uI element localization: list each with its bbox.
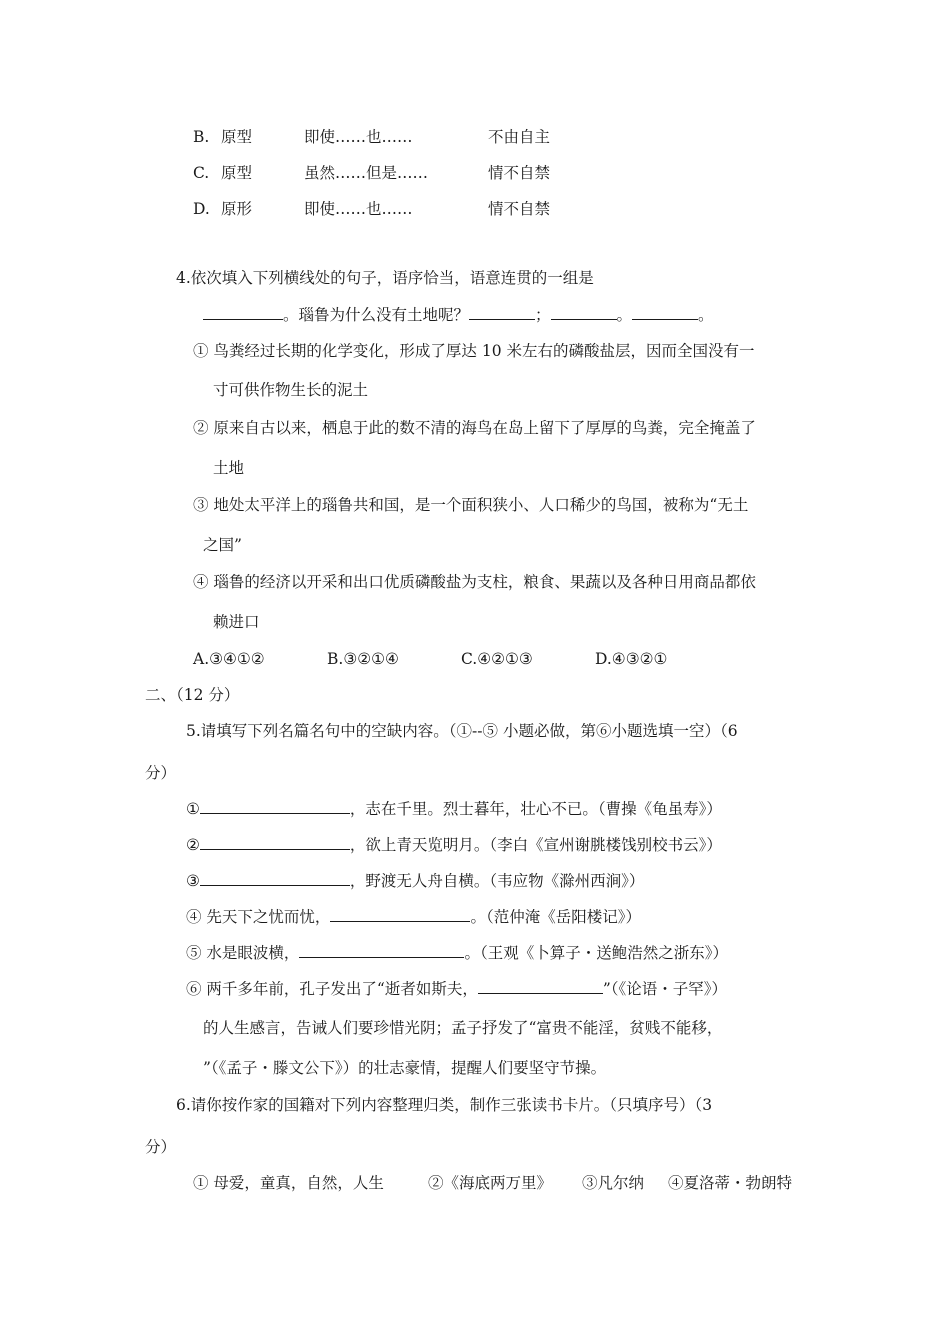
q6-item: ④夏洛蒂・勃朗特	[668, 1174, 793, 1192]
q4-sentence-4: ④ 瑙鲁的经济以开采和出口优质磷酸盐为支柱，粮食、果蔬以及各种日用商品都依	[193, 573, 756, 591]
q5-stem: 5.请填写下列名篇名句中的空缺内容。（①--⑤ 小题必做，第⑥小题选填一空）（6	[186, 722, 738, 740]
q4-stem: 4.依次填入下列横线处的句子，语序恰当，语意连贯的一组是	[176, 269, 594, 287]
q3-option-conj: 即使……也……	[304, 128, 413, 146]
answer-blank[interactable]	[200, 870, 350, 886]
q3-option-word: 原形	[221, 200, 253, 218]
q5-line-3: ③ ，野渡无人舟自横。（韦应物《滁州西涧》）	[186, 872, 645, 890]
q4-choice-b[interactable]: B.③②①④	[327, 650, 399, 668]
q4-sentence-3-cont: 之国”	[203, 536, 242, 554]
answer-blank[interactable]	[478, 978, 603, 994]
q4-blanks-line: 。瑙鲁为什么没有土地呢？ ； 。 。	[203, 304, 714, 325]
q5-line-6: ⑥ 两千多年前，孔子发出了“逝者如斯夫， ”（《论语・子罕》）	[186, 980, 728, 998]
q4-sentence-2-cont: 土地	[213, 459, 245, 477]
q3-option-letter: B.	[193, 128, 210, 146]
q4-sentence-3: ③ 地处太平洋上的瑙鲁共和国，是一个面积狭小、人口稀少的鸟国，被称为“无土	[193, 496, 749, 514]
q5-line-4: ④ 先天下之忧而忧， 。（范仲淹《岳阳楼记》）	[186, 908, 641, 926]
section-2-heading: 二、（12 分）	[145, 686, 240, 704]
answer-blank[interactable]	[330, 906, 470, 922]
q3-option-idiom: 不由自主	[488, 128, 551, 146]
q3-option-word: 原型	[221, 164, 253, 182]
answer-blank[interactable]	[200, 834, 350, 850]
q5-line-2: ② ，欲上青天览明月。（李白《宣州谢朓楼饯别校书云》）	[186, 836, 722, 854]
answer-blank[interactable]	[299, 942, 464, 958]
q4-sentence-2: ② 原来自古以来，栖息于此的数不清的海鸟在岛上留下了厚厚的鸟粪，完全掩盖了	[193, 419, 756, 437]
q3-option-idiom: 情不自禁	[488, 164, 551, 182]
q3-option-conj: 即使……也……	[304, 200, 413, 218]
q4-choice-a[interactable]: A.③④①②	[193, 650, 265, 668]
q4-sentence-4-cont: 赖进口	[213, 613, 260, 631]
q5-line-6-cont: 的人生感言，告诫人们要珍惜光阴；孟子抒发了“富贵不能淫，贫贱不能移，	[203, 1019, 723, 1037]
answer-blank[interactable]	[200, 798, 350, 814]
answer-blank[interactable]	[551, 304, 617, 320]
q3-option-letter: D.	[193, 200, 210, 218]
q4-choice-c[interactable]: C.④②①③	[461, 650, 533, 668]
q3-option-idiom: 情不自禁	[488, 200, 551, 218]
q4-choice-d[interactable]: D.④③②①	[595, 650, 668, 668]
q6-item: ① 母爱，童真，自然，人生	[193, 1174, 384, 1192]
q4-sentence-1: ① 鸟粪经过长期的化学变化，形成了厚达 10 米左右的磷酸盐层，因而全国没有一	[193, 342, 755, 360]
answer-blank[interactable]	[469, 304, 535, 320]
q5-line-5: ⑤ 水是眼波横， 。（王观《卜算子・送鲍浩然之浙东》）	[186, 944, 728, 962]
q6-stem-cont: 分）	[145, 1138, 177, 1156]
q3-option-word: 原型	[221, 128, 253, 146]
q4-sentence-1-cont: 寸可供作物生长的泥土	[213, 381, 369, 399]
q6-stem: 6.请你按作家的国籍对下列内容整理归类，制作三张读书卡片。（只填序号）（3	[176, 1096, 713, 1114]
answer-blank[interactable]	[632, 304, 698, 320]
answer-blank[interactable]	[203, 304, 283, 320]
q5-stem-cont: 分）	[145, 764, 177, 782]
q3-option-letter: C.	[193, 164, 210, 182]
q3-option-conj: 虽然……但是……	[304, 164, 429, 182]
q5-line-1: ① ，志在千里。烈士暮年，壮心不已。（曹操《龟虽寿》）	[186, 800, 722, 818]
q6-item: ②《海底两万里》	[428, 1174, 553, 1192]
q6-item: ③凡尔纳	[582, 1174, 645, 1192]
q5-line-6-end: ”（《孟子・滕文公下》）的壮志豪情，提醒人们要坚守节操。	[203, 1059, 607, 1077]
